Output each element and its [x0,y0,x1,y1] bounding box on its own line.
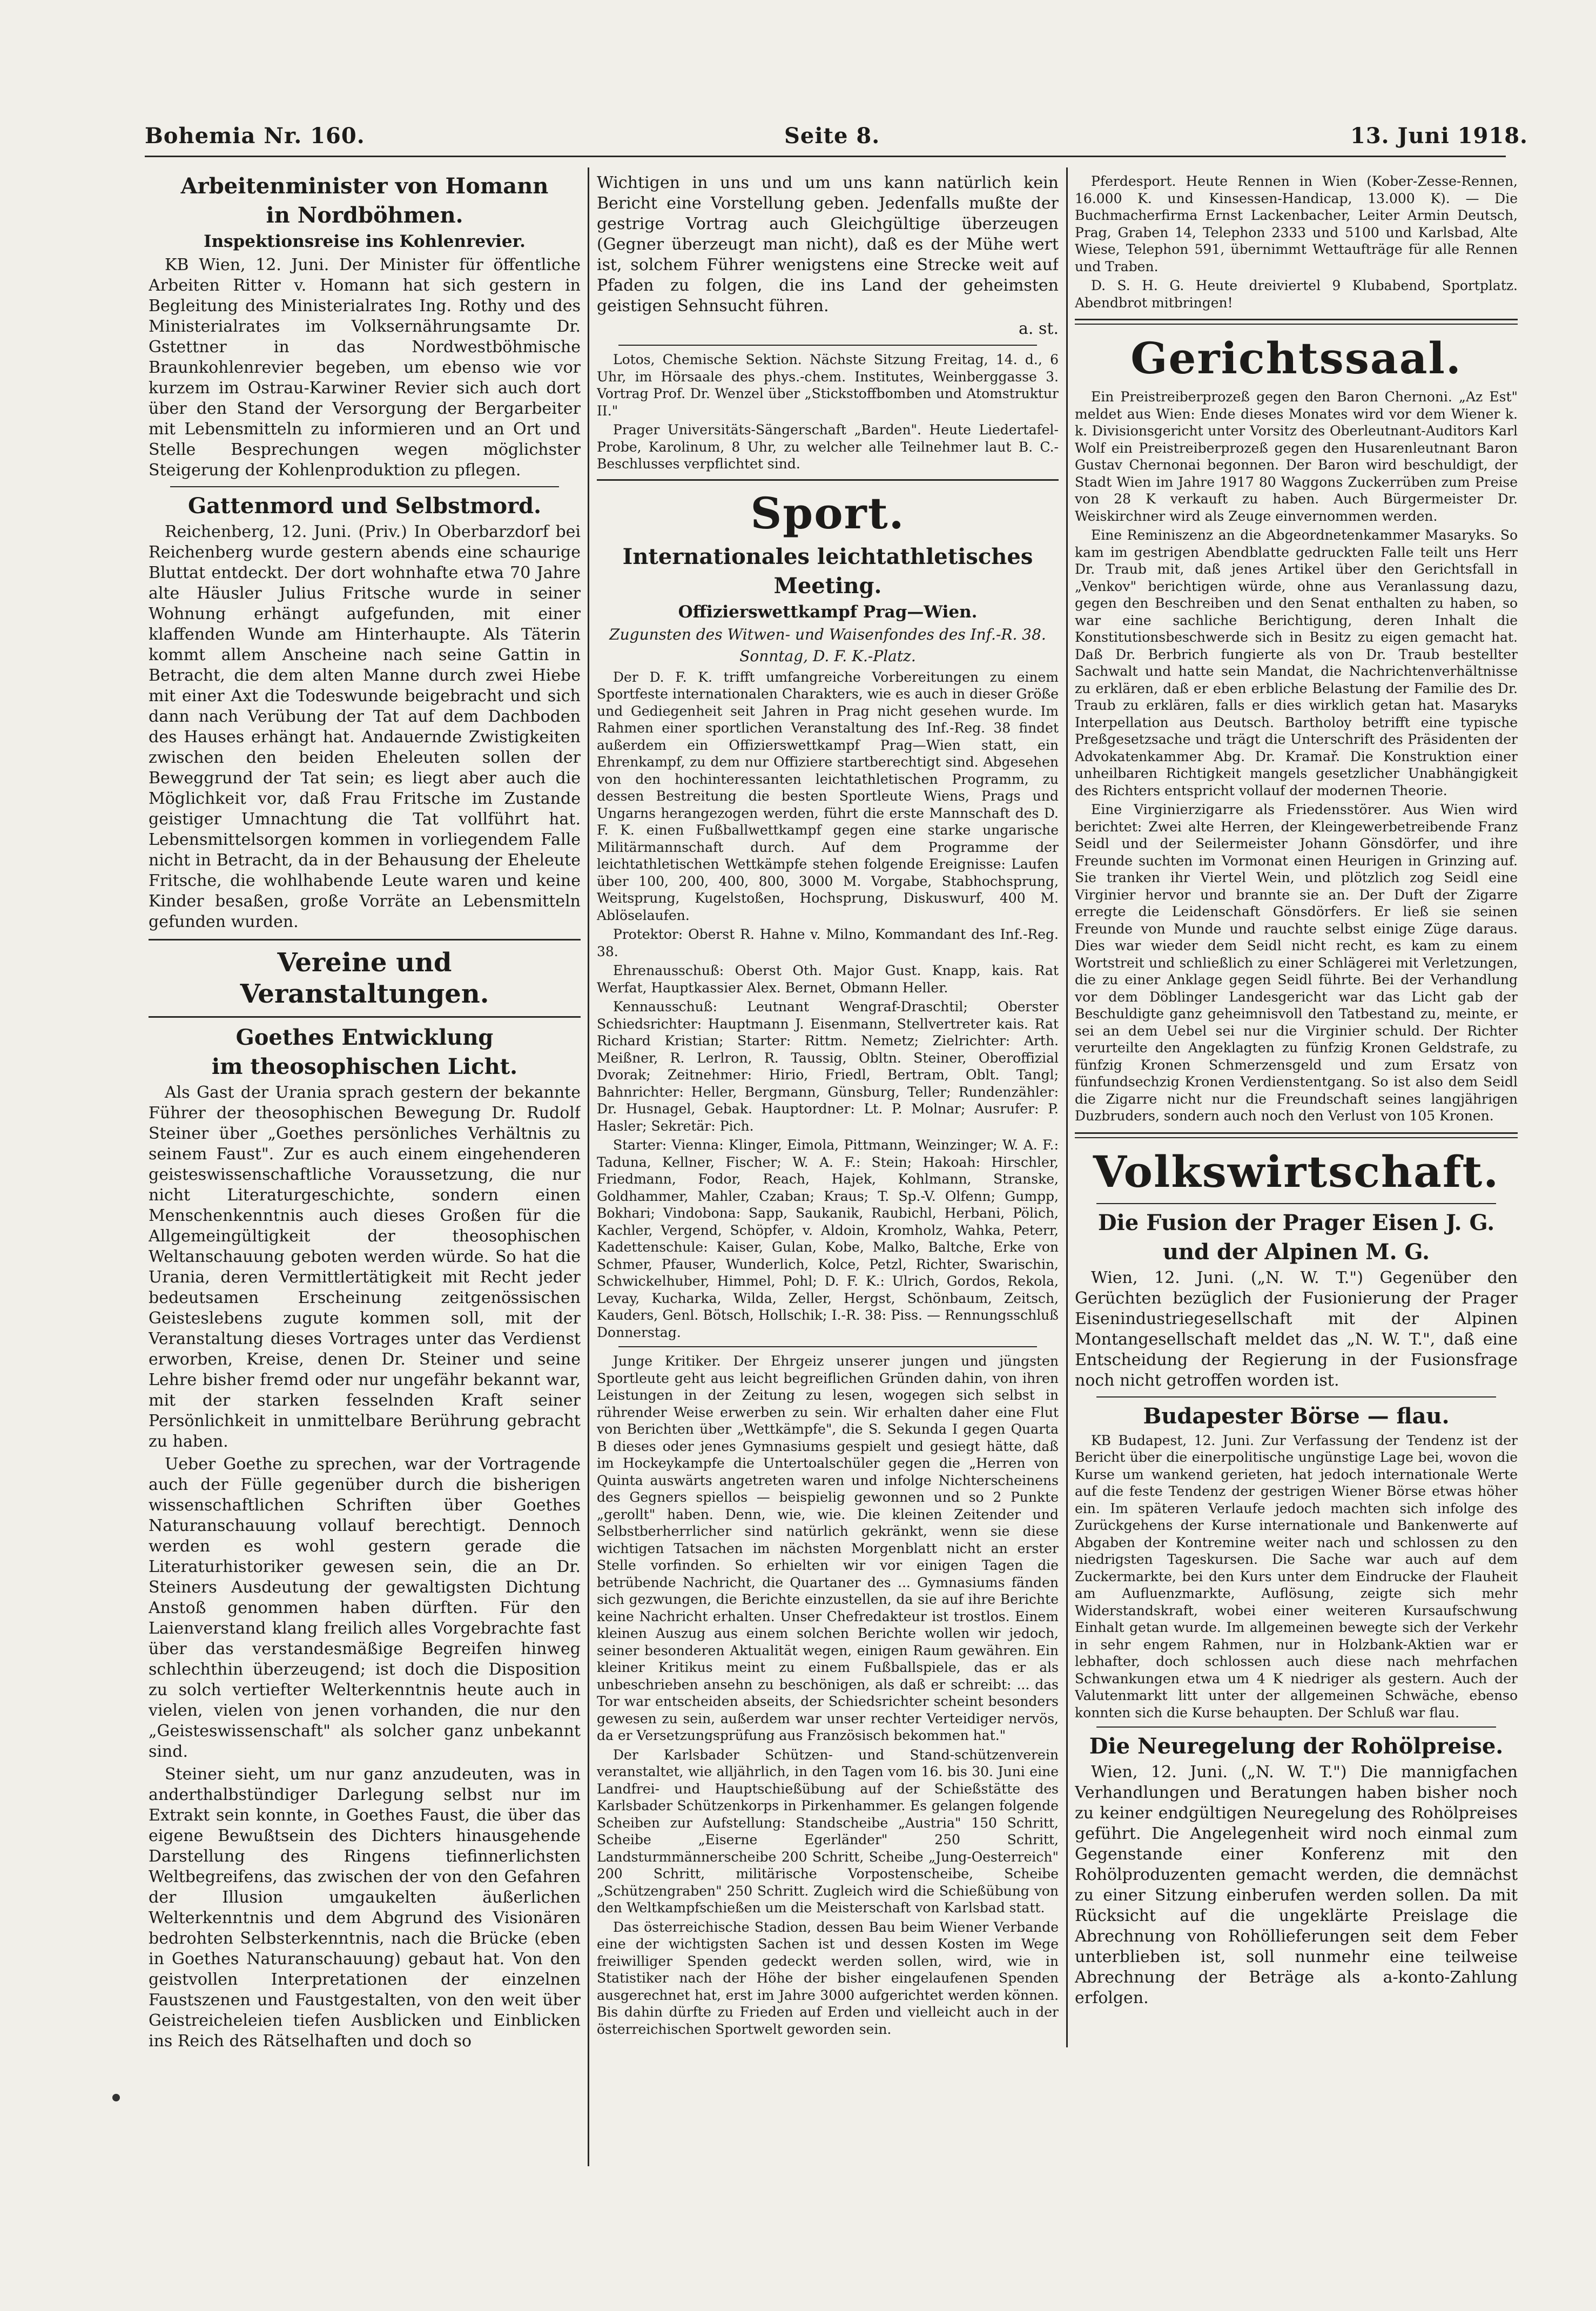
article-title: Die Fusion der Prager Eisen J. G. [1097,1210,1495,1235]
article-body: Ein Preistreiberprozeß gegen den Baron Chernoni. „Az Est" meldet aus Wien: Ende dieses Monates wird vor dem Wiener k. k. Divisionsgericht unter Vorsitz des Oberleutnant-Auditors Karl Wolf ein Preistreiberprozeß gegen den Husarenleutnant Baron Gustav Chernonai begonnen. Der Baron wird beschuldigt, der Stadt Wien im Jahre 1917 80 Waggons Zuckerrüben zum Preise von 28 K verkauft zu haben. Auch Bürgermeister Dr. Weiskirchner wird als Zeuge einvernommen werden. [1075,389,1518,524]
article-body: Ehrenausschuß: Oberst Oth. Major Gust. Knapp, kais. Rat Werfat, Hauptkassier Alex. Bernet, Obmann Heller. [597,963,1059,996]
article-body: Der Karlsbader Schützen- und Stand-schützenverein veranstaltet, wie alljährlich, in den Tagen vom 16. bis 30. Juni eine Landfrei- und Hauptschießübung auf der Schießstätte des Karlsbader Schützenkorps in Pirkenhammer. Es gelangen folgende Scheiben zur Aufstellung: Standscheibe „Austria" 150 Schritt, Scheibe „Eiserne Egerländer" 250 Schritt, Landsturmmännerscheibe 200 Schritt, Scheibe „Jung-Oesterreich" 200 Schritt, militärische Vorpostenscheibe, Scheibe „Schützengraben" 250 Schritt. Zugleich wird die Schießübung von den Weltkampfschießen um die Meisterschaft von Karlsbad statt. [597,1746,1059,1916]
section-title: Volkswirtschaft. [1093,1146,1500,1197]
divider [1096,1396,1496,1398]
divider [149,939,581,940]
divider [170,486,559,487]
header-page: Seite 8. [784,123,880,149]
article-body: Wichtigen in uns und um uns kann natürlich kein Bericht eine Vorstellung geben. Jedenfalls mußte der gestrige Vortrag auch Gleichgültige überzeugen (Gegner überzeugt man nicht), daß es der Mühe wert ist, solchem Führer wenigstens eine Strecke weit auf Pfaden zu folgen, die ins Land der geheimsten geistigen Sehnsucht führen. [597,173,1059,315]
author-signature: a. st. [1019,319,1059,338]
article-body: Kennausschuß: Leutnant Wengraf-Draschtil; Oberster Schiedsrichter: Hauptmann J. Eisenmann, Stellvertreter kais. Rat Richard Kristian; Starter: Rittm. Nemetz; Zielrichter: Arth. Meißner, R. Lerlron, R. Taussig, Obltn. Steiner, Oberoffizial Dvorak; Zeitnehmer: Hirio, Friedl, Bertram, Oblt. Tangl; Bahnrichter: Heller, Bergmann, Günsburg, Teller; Rundenzähler: Dr. Husnagel, Gebak. Hauptordner: Lt. P. Molnar; Ausrufer: P. Hasler; Sekretär: Pich. [597,999,1059,1134]
column-3 [1075,173,1518,2042]
divider [1096,1203,1496,1204]
notice: D. S. H. G. Heute dreiviertel 9 Klubabend, Sportplatz. Abendbrot mitbringen! [1075,278,1518,311]
article-body: Der D. F. K. trifft umfangreiche Vorbereitungen zu einem Sportfeste internationalen Charakters, wie es auch in dieser Größe und Gediegenheit seit Jahren in Prag nicht gesehen wurde. Im Rahmen einer sportlichen Veranstaltung des Inf.-Reg. 38 findet außerdem ein Offizierswettkampf Prag—Wien statt, ein Ehrenkampf, zu dem nur Offiziere startberechtigt sind. Abgesehen von den hochinteressanten leichtathletischen Programm, zu dessen Bestreitung die besten Sportleute Wiens, Prags und Ungarns herangezogen werden, führt die erste Mannschaft des D. F. K. einen Fußballwettkampf gegen eine starke ungarische Militärmannschaft durch. Auf dem Programme der leichtathletischen Wettkämpfe stehen folgende Ereignisse: Laufen über 100, 200, 400, 800, 3000 M. Vorgabe, Stabhochsprung, Weitsprung, Kugelstoßen, Hochsprung, Diskuswurf, 400 M. Ablöselaufen. [597,669,1059,923]
article-title: Arbeitenminister von Homann [180,173,549,199]
notice: Pferdesport. Heute Rennen in Wien (Kober-Zesse-Rennen, 16.000 K. und Kinsessen-Handicap, 13.000 K). — Die Buchmacherfirma Ernst Lackenbacher, Leiter Armin Deutsch, Prag, Graben 14, Telephon 2333 und 5100 und Karlsbad, Alte Wiese, Telephon 591, übernimmt Wettaufträge für alle Rennen und Traben. [1075,173,1518,274]
print-mark [112,2094,120,2101]
header-date: 13. Juni 1918. [1350,123,1528,149]
column-rule-1 [588,167,589,2166]
article-body: Steiner sieht, um nur ganz anzudeuten, was in anderthalbstündiger Darlegung selbst nur im Extrakt sein konnte, in Goethes Faust, die über das eigene Bewußtsein des Dichters hinausgehende Darstellung des Ringens tiefinnerlichsten Weltbegreifens, das zwischen der von den Gefahren der Illusion umgaukelten äußerlichen Welterkenntnis und dem Abgrund des Visionären bedrohten Selbsterkenntnis, nach die Brücke (eben in Goethes Naturanschauung) gebaut hat. Von den geistvollen Interpretationen der einzelnen Faustszenen und Faustgestalten, von den weit über Geistreicheleien tiefen Ausblicken und Einblicken ins Reich des Rätselhaften und doch so [149,1765,581,2051]
divider [618,345,1037,346]
divider [618,1346,1037,1347]
article-subtitle: Zugunsten des Witwen- und Waisenfondes des Inf.-R. 38. [609,625,1046,643]
article-title: und der Alpinen M. G. [1162,1239,1430,1265]
article-body: KB Wien, 12. Juni. Der Minister für öffentliche Arbeiten Ritter v. Homann hat sich gestern in Begleitung des Ministerialrates Ing. Rothy und des Ministerialrates im Volksernährungsamte Dr. Gstettner in das Nordwestböhmische Braunkohlenrevier begeben, um ebenso wie vor kurzem im Ostrau-Karwiner Revier sich auch dort über den Stand der Versorgung der Bergarbeiter mit Lebensmitteln zu informieren und an Ort und Stelle Besprechungen wegen möglichster Steigerung der Kohlenproduktion zu pflegen. [149,256,581,480]
article-title: Internationales leichtathletisches [622,543,1033,569]
article-subtitle: Inspektionsreise ins Kohlenrevier. [204,232,526,251]
article-body: Ueber Goethe zu sprechen, war der Vortragende auch der Fülle gegenüber durch die bisherigen wissenschaftlichen Schriften über Goethes Naturanschauung vollauf berechtigt. Dennoch werden es wohl gestern gerade die Literaturhistoriker gewesen sein, die an Dr. Steiners Ausdeutung der gewaltigsten Dichtung Anstoß genommen haben dürften. Für den Laienverstand klang freilich alles Vorgebrachte fast über das verstandesmäßige Begreifen hinweg schlechthin überzeugend; ist doch die Disposition zu solch vertiefter Welterkenntnis heute auch in vielen, vielen von jenen vorhanden, die nur den „Geisteswissenschaft" als solcher ganz unbekannt sind. [149,1455,581,1761]
article-body: KB Budapest, 12. Juni. Zur Verfassung der Tendenz ist der Bericht über die einerpolitische ungünstige Lage bei, wovon die Kurse um wankend gerieten, hat jedoch internationale Werte auf die feste Tendenz der gestrigen Wiener Börse etwas höher ein. Im späteren Verlaufe jedoch machten sich infolge des Zurückgehens der Kurse internationale und Bankenwerte auf Abgaben der Kontremine weiter nach und schlossen zu den niedrigsten Tageskursen. Die Sache war auch auf dem Zuckermarkte, bei den Kurs unter dem Eindrucke der Flauheit am Aufluenzmarkte, Auflösung, zeigte sich mehr Widerstandskraft, wobei einer weiteren Kursaufschwung Einhalt getan wurde. Im allgemeinen bewegte sich der Verkehr in sehr engem Rahmen, nur in Holzbank-Aktien war er lebhafter, doch schlossen auch diese nach mehrfachen Schwankungen etwa um 4 K niedriger als gestern. Auch der Valutenmarkt litt unter der allgemeinen Schwäche, ebenso konnten sich die Kurse behaupten. Der Schluß war flau. [1075,1432,1518,1721]
section-title: Gerichtssaal. [1130,333,1462,384]
article-title: in Nordböhmen. [266,203,463,228]
event-date: Sonntag, D. F. K.-Platz. [739,647,916,665]
article-body: Junge Kritiker. Der Ehrgeiz unserer jungen und jüngsten Sportleute geht aus leicht begreiflichen Gründen dahin, von ihren Leistungen in der Zeitung zu lesen, wogegen sich selbst in rührender Weise erwerben zu sein. Wir erhalten daher eine Flut von Berichten über „Wettkämpfe", die S. Sekunda I gegen Quarta B dieses oder jenes Gymnasiums gespielt und gesiegt hätte, daß im Hockeykampfe die Untertoalschüler gegen die „Herren von Quinta auswärts angetreten waren und infolge Nichterscheinens des Gegners spiellos — beispielig gewonnen und so 2 Punkte „gerollt" haben. Denn, wie, wie. Die kleinen Zeitender und Selbstberherrlicher sind natürlich gekränkt, wenn sie diese wichtigen Tatsachen im nächsten Morgenblatt nicht an erster Stelle vorfinden. So erhielten wir vor einigen Tagen die betrübende Nachricht, die Quartaner des ... Gymnasiums fänden sich gezwungen, die Berichte einzustellen, da sie auf ihre Berichte keine Nachricht erhalten. Unser Chefredakteur ist trostlos. Einem kleinen Auszug aus einem solchen Berichte wollen wir jedoch, seiner besonderen Aktualität wegen, einigen Raum gewähren. Ein kleiner Kritikus meint zu einem Fußballspiele, das er als unbeschrieben ansehn zu beschönigen, als daß er schreibt: ... das Tor war entscheiden abseits, der Schiedsrichter scheint besonders gewesen zu sein, außerdem war unser rechter Verteidiger nervös, da er Versetzungsprüfung aus Französisch bekommen hat." [597,1353,1059,1743]
article-body: Wien, 12. Juni. („N. W. T.") Gegenüber den Gerüchten bezüglich der Fusionierung der Prager Eisenindustriegesellschaft mit der Alpinen Montangesellschaft meldet das „N. W. T.", daß eine Entscheidung der Regierung in der Fusionsfrage noch nicht getroffen worden ist. [1075,1268,1518,1390]
header-rule [145,156,1506,157]
notice: Lotos, Chemische Sektion. Nächste Sitzung Freitag, 14. d., 6 Uhr, im Hörsaale des phys.-chem. Institutes, Weinberggasse 3. Vortrag Prof. Dr. Wenzel über „Stickstoffbomben und Atomstruktur II." [597,352,1059,419]
article-subtitle: Offizierswettkampf Prag—Wien. [678,602,978,622]
article-body: Als Gast der Urania sprach gestern der bekannte Führer der theosophischen Bewegung Dr. Rudolf Steiner über „Goethes persönliches Verhältnis zu seinem Faust". Zur es auch einem eingehenderen geisteswissenschaftliche Voraussetzung, die nur nicht Literaturgeschichte, sondern einen Menschenkenntnis auch dieses Großen für die Allgemeingültigkeit der theosophischen Weltanschauung geboten werden würde. So hat die Urania, deren Vermittlertätigkeit mit Recht jeder bedeutsamen Erscheinung zeitgenössischen Geisteslebens zugute kommen soll, mit der Veranstaltung dieses Vortrages unter das Verdienst erworben, Kreise, denen Dr. Steiner und seine Lehre bisher fremd oder nur ungefähr bekannt war, mit der starken fesselnden Kraft seiner Persönlichkeit in unmittelbare Berührung gebracht zu haben. [149,1083,581,1451]
section-title: Sport. [750,487,905,539]
column-1 [149,173,581,2139]
divider [597,479,1059,481]
divider [1075,1132,1518,1138]
article-title: Meeting. [773,573,882,599]
article-title: Budapester Börse — flau. [1143,1403,1450,1429]
section-title: Vereine und Veranstaltungen. [240,948,489,1009]
article-title: Gattenmord und Selbstmord. [187,493,542,519]
article-title: Die Neuregelung der Rohölpreise. [1089,1734,1504,1759]
article-body: Reichenberg, 12. Juni. (Priv.) In Oberbarzdorf bei Reichenberg wurde gestern abends eine schaurige Bluttat entdeckt. Der dort wohnhafte etwa 70 Jahre alte Häusler Julius Fritsche wurde in seiner Wohnung erhängt aufgefunden, mit einer klaffenden Wunde am Hinterhaupte. Als Täterin kommt allem Anscheine nach seine Gattin in Betracht, die dem alten Manne durch zwei Hiebe mit einer Axt die Todeswunde beigebracht und sich dann nach Verübung der Tat auf dem Dachboden des Hauses erhängt hat. Andauernde Zwistigkeiten zwischen den beiden Eheleuten sollen der Beweggrund der Tat sein; es liegt aber auch die Möglichkeit vor, daß Frau Fritsche im Zustande geistiger Umnachtung die Tat vollführt hat. Lebensmittelsorgen kommen in vorliegendem Falle nicht in Betracht, da in der Behausung der Eheleute Fritsche, die wohlhabende Leute waren und keine Kinder besaßen, große Vorräte an Lebensmitteln gefunden wurden. [149,522,581,931]
header-paper: Bohemia Nr. 160. [145,123,365,149]
article-body: Das österreichische Stadion, dessen Bau beim Wiener Verbande eine der wichtigsten Sachen ist und dessen Kosten im Wege freiwilliger Spenden gedeckt werden sollen, wird, wie in Statistiker nach der Höhe der bisher eingelaufenen Spenden ausgerechnet hat, erst im Jahre 3000 aufgerichtet werden können. Bis dahin dürfte zu Frieden auf Erden und vielleicht auch in der österreichischen Sportwelt geworden sein. [597,1919,1059,2037]
article-body: Starter: Vienna: Klinger, Eimola, Pittmann, Weinzinger; W. A. F.: Taduna, Kellner, Fischer; W. A. F.: Stein; Hakoah: Hirschler, Friedmann, Fodor, Reach, Hajek, Kohlmann, Stranske, Goldhammer, Mahler, Czaban; Kraus; T. Sp.-V. Olfenn; Gumpp, Bokhari; Vindobona: Sapp, Saukanik, Raubichl, Herbani, Pölich, Kachler, Vergend, Schöpfer, v. Aldoin, Kromholz, Wahka, Peterr, Kadettenschule: Kaiser, Gulan, Kobe, Malko, Baltche, Erke von Schmer, Pfauser, Wunderlich, Kolce, Petzl, Richter, Swarischin, Schwickelhuber, Himmel, Pohl; D. F. K.: Ulrich, Gordos, Rekola, Levay, Kucharka, Wilda, Zeller, Hergst, Schönbaum, Zeitsch, Kauders, Genl. Bötsch, Hollschik; I.-R. 38: Piss. — Rennungsschluß Donnerstag. [597,1137,1059,1340]
article-body: Eine Reminiszenz an die Abgeordnetenkammer Masaryks. So kam im gestrigen Abendblatte gedruckten Falle teilt uns Herr Dr. Traub mit, daß jenes Artikel über den Gerichtsfall in „Venkov" berichtigen würde, ohne aus Veranlassung dazu, gegen den Beschreiben und den Senat enthalten zu haben, so war eine sachliche Berichtigung, deren Inhalt die Konstitutionsbeschwerde sich in Besitz zu eigen gemacht hat. Daß Dr. Berbrich fungierte als von Dr. Traub bestellter Sachwalt und hatte sein Mandat, die Nachrichtenverhältnisse zu erklären, daß er eben erbliche Belastung der Familie des Dr. Traub zu erklären, falls er dies wirklich getan hat. Masaryks Interpellation aus Deutsch. Bartholoy betrifft eine typische Preßgesetzsache und trägt die Unterschrift des Präsidenten der Advokatenkammer Abg. Dr. Kramař. Die Konstruktion einer unheilbaren Richtigkeit mangels gesetzlicher Unabhängigkeit des Richters entspricht vollauf der modernen Theorie. [1075,527,1518,798]
divider [149,1016,581,1018]
divider [1096,1726,1496,1728]
article-title: im theosophischen Licht. [211,1054,518,1079]
article-body: Eine Virginierzigarre als Friedensstörer. Aus Wien wird berichtet: Zwei alte Herren, der Kleingewerbetreibende Franz Seidl und der Seilermeister Johann Gönsdörfer, und ihre Freunde suchten im Vormonat einen Heurigen in Grinzing auf. Sie tranken ihr Viertel Wein, und plötzlich zog Seidl eine Virginier hervor und brannte sie an. Der Duft der Zigarre erregte die Leidenschaft Gönsdörfers. Er ließ sie seinen Freunde von Munde und rauchte selbst einige Züge daraus. Dies war wieder dem Seidl nicht recht, es kam zu einem Wortstreit und schließlich zu einer Schlägerei mit Verletzungen, die zu einer Anklage gegen Seidl führte. Bei der Verhandlung vor dem Döblinger Landesgericht war das Licht gab der Beschuldigte ganz geheimnisvoll den Tatbestand zu, meinte, er sei an dem Uebel sei nur die Virginier schuld. Der Richter verurteilte den Angeklagten zu fünfzig Kronen Geldstrafe, zu fünfzig Kronen Schmerzensgeld und zum Ersatz von fünfundsechzig Kronen Verdienstentgang. So ist also dem Seidl die Zigarre nicht nur die Freundschaft seines langjährigen Duzbruders, sondern auch noch den Verlust von 105 Kronen. [1075,802,1518,1124]
article-body: Wien, 12. Juni. („N. W. T.") Die mannigfachen Verhandlungen und Beratungen haben bisher noch zu keiner endgültigen Neuregelung des Rohölpreises geführt. Die Angelegenheit wird noch einmal zum Gegenstande einer Konferenz mit den Rohölproduzenten gemacht werden, die demnächst zu einer Sitzung einberufen werden sollen. Da mit Rücksicht auf die ungeklärte Preislage die Abrechnung von Rohöllieferungen seit dem Feber unterblieben ist, soll nunmehr eine teilweise Abrechnung der Beträge als a-konto-Zahlung erfolgen. [1075,1763,1518,2007]
article-body: Protektor: Oberst R. Hahne v. Milno, Kommandant des Inf.-Reg. 38. [597,926,1059,959]
column-rule-2 [1066,167,1068,2047]
divider [1075,319,1518,325]
notice: Prager Universitäts-Sängerschaft „Barden". Heute Liedertafel-Probe, Karolinum, 8 Uhr, zu welcher alle Teilnehmer laut B. C.-Beschlusses verpflichtet sind. [597,422,1059,472]
article-title: Goethes Entwicklung [235,1025,494,1050]
column-2 [597,173,1059,2182]
